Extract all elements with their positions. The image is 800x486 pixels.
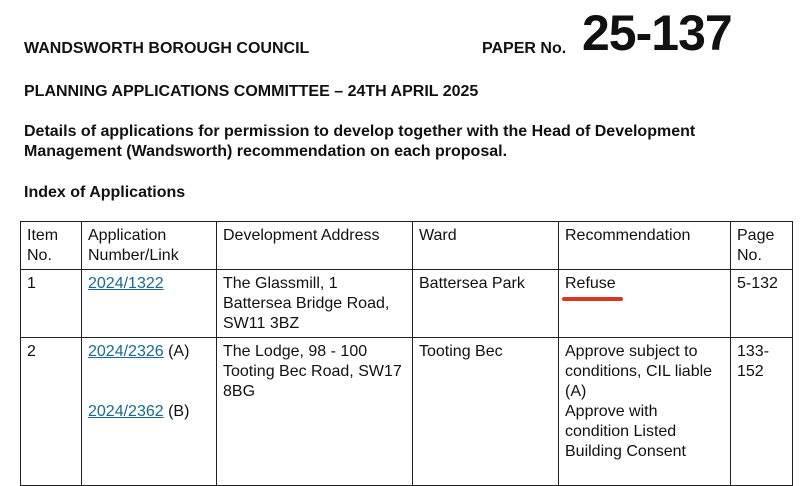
table-row	[21, 270, 793, 338]
cell-recommendation	[559, 270, 731, 338]
cell-ward: Battersea Park	[413, 270, 559, 338]
cell-item: 1	[21, 270, 82, 338]
cell-address: The Glassmill, 1 Battersea Bridge Road, SW11 3BZ	[217, 270, 413, 338]
recommendation-text: Refuse	[565, 275, 616, 292]
highlight-underline	[562, 297, 623, 301]
index-title: Index of Applications	[24, 184, 186, 201]
application-entry-a	[88, 342, 210, 362]
spacer	[88, 362, 210, 382]
header-ward: Ward	[413, 222, 559, 270]
application-link-b[interactable]: 2024/2362	[88, 403, 164, 420]
cell-application	[82, 338, 217, 486]
cell-item: 2	[21, 338, 82, 486]
header-item-no: Item No.	[21, 222, 82, 270]
cell-page: 133-152	[731, 338, 793, 486]
council-name: WANDSWORTH BOROUGH COUNCIL	[24, 40, 310, 57]
recommendation-refuse	[565, 274, 616, 294]
recommendation-a: Approve subject to conditions, CIL liable (A)	[565, 343, 713, 400]
header-recommendation: Recommendation	[559, 222, 731, 270]
intro-paragraph: Details of applications for permission to develop together with the Head of Development Management (Wandsworth) recommendation on each proposal.	[24, 123, 696, 160]
application-entry-b	[88, 402, 210, 422]
paper-number: 25-137	[582, 5, 732, 61]
recommendation-b: Approve with condition Listed Building Consent	[565, 403, 686, 460]
header-application: Application Number/Link	[82, 222, 217, 270]
application-link-a[interactable]: 2024/2326	[88, 343, 164, 360]
header-address: Development Address	[217, 222, 413, 270]
committee-title: PLANNING APPLICATIONS COMMITTEE – 24TH APRIL 2025	[24, 83, 479, 100]
cell-page: 5-132	[731, 270, 793, 338]
header-page-no: Page No.	[731, 222, 793, 270]
cell-ward: Tooting Bec	[413, 338, 559, 486]
cell-address: The Lodge, 98 - 100 Tooting Bec Road, SW17 8BG	[217, 338, 413, 486]
spacer	[88, 382, 210, 402]
table-row	[21, 338, 793, 486]
cell-application	[82, 270, 217, 338]
cell-recommendation	[559, 338, 731, 486]
applications-table	[20, 221, 793, 486]
table-header-row	[21, 222, 793, 270]
paper-label: PAPER No.	[482, 40, 567, 57]
application-suffix-a: (A)	[163, 343, 190, 360]
application-link[interactable]: 2024/1322	[88, 275, 164, 292]
application-suffix-b: (B)	[163, 403, 190, 420]
